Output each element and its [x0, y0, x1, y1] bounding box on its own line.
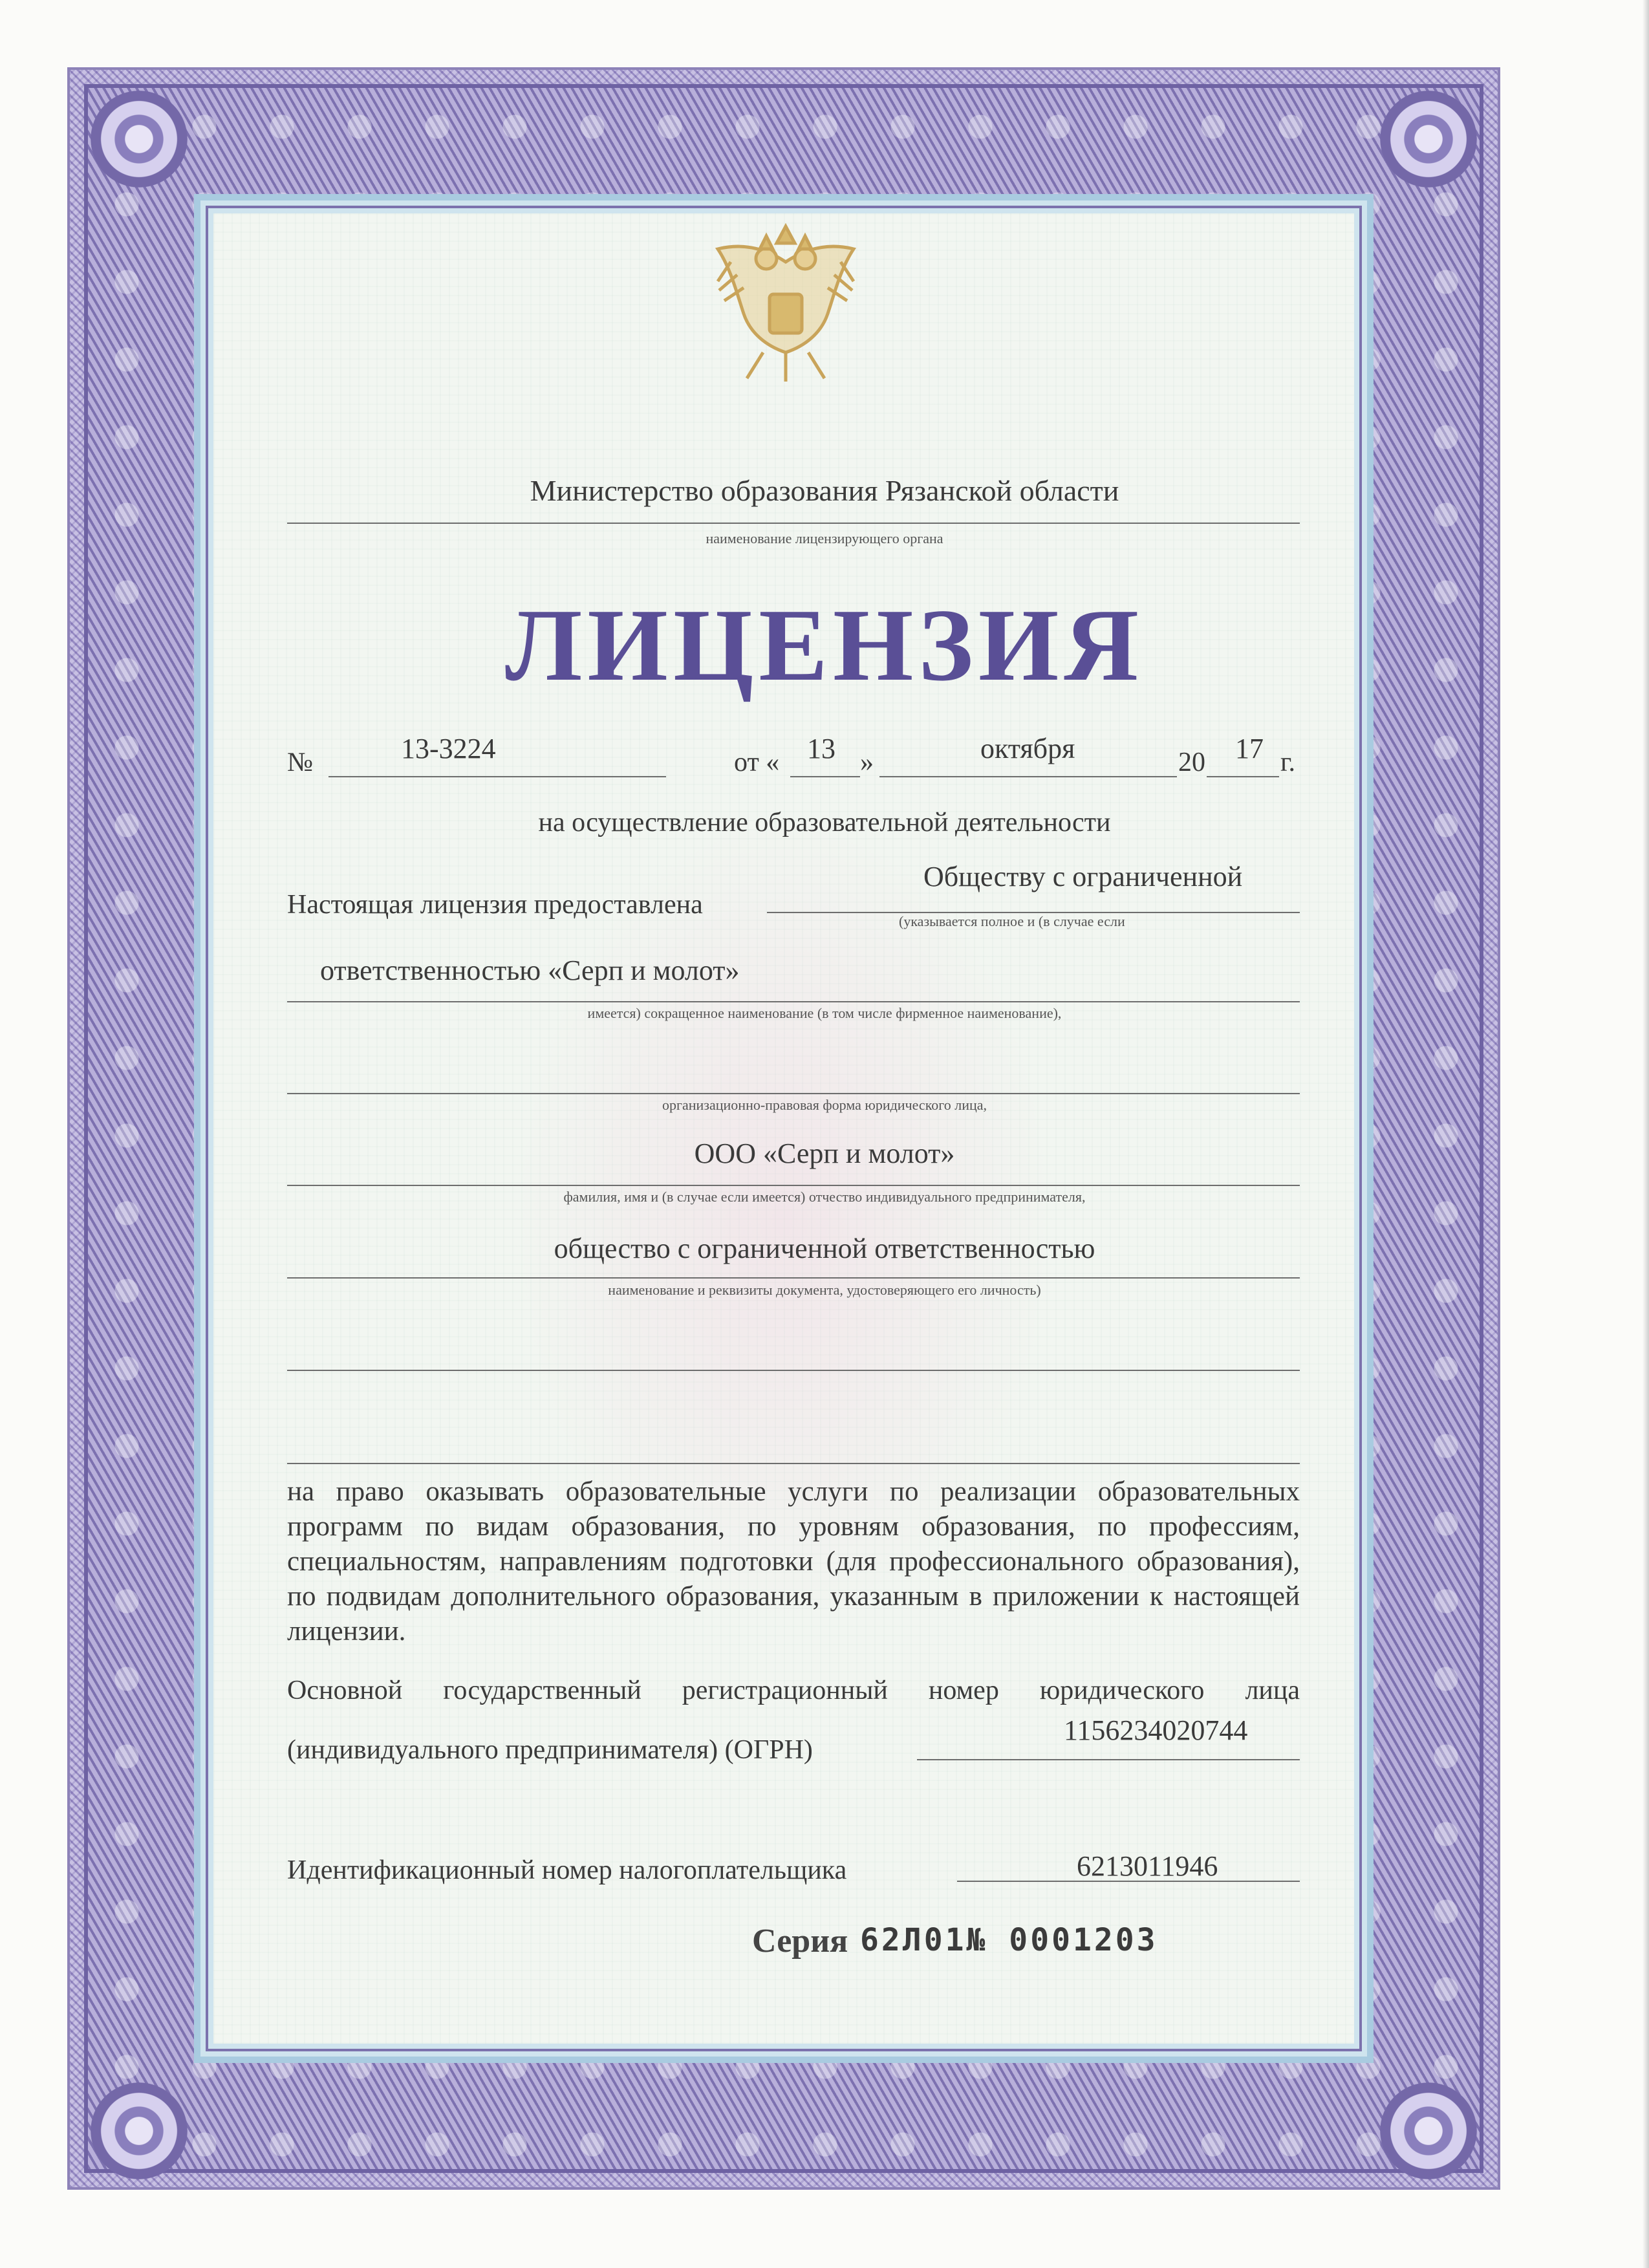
- corner-rosette-icon: [91, 2082, 188, 2179]
- inn-label: Идентификационный номер налогоплательщика: [287, 1855, 847, 1885]
- license-day: 13: [807, 733, 835, 764]
- license-number-prefix: №: [287, 748, 314, 777]
- authority-caption: наименование лицензирующего органа: [706, 530, 943, 546]
- year-underline: [1207, 776, 1279, 777]
- month-underline: [879, 776, 1177, 777]
- scan-edge-shadow: [1643, 0, 1649, 2268]
- granted-underline-3: [287, 1093, 1300, 1094]
- licensee-name-line1: Обществу с ограниченной: [923, 861, 1243, 892]
- corner-rosette-icon: [1380, 2082, 1477, 2179]
- ogrn-label-line1: Основной государственный регистрационный номер юридического лица: [287, 1676, 1300, 1705]
- license-number-underline: [329, 776, 666, 777]
- corner-rosette-icon: [91, 91, 188, 188]
- licensee-short-name: ООО «Серп и молот»: [694, 1138, 955, 1169]
- ogrn-label-line2: (индивидуального предпринимателя) (ОГРН): [287, 1735, 813, 1765]
- granted-caption-1: (указывается полное и (в случае если: [899, 913, 1125, 929]
- series-label: Серия: [752, 1923, 848, 1960]
- authority-underline: [287, 523, 1300, 524]
- granted-caption-3: организационно-правовая форма юридического лица,: [662, 1097, 987, 1113]
- granted-underline-6: [287, 1370, 1300, 1371]
- granted-caption-4: фамилия, имя и (в случае если имеется) отчество индивидуального предпринимателя,: [563, 1189, 1086, 1205]
- license-month: октября: [980, 733, 1075, 764]
- corner-rosette-icon: [1380, 91, 1477, 188]
- granted-caption-5: наименование и реквизиты документа, удостоверяющего его личность): [608, 1282, 1041, 1298]
- document-title: ЛИЦЕНЗИЯ: [505, 587, 1144, 702]
- license-number: 13-3224: [401, 733, 496, 764]
- granted-underline-5: [287, 1277, 1300, 1279]
- year-suffix: г.: [1280, 748, 1295, 777]
- coat-of-arms-icon: [705, 223, 867, 391]
- year-prefix: 20: [1178, 748, 1205, 777]
- series-number: 62Л01№ 0001203: [860, 1922, 1158, 1958]
- activity-type: на осуществление образовательной деятельности: [538, 808, 1111, 837]
- granted-underline-7: [287, 1463, 1300, 1464]
- licensing-authority-name: Министерство образования Рязанской области: [530, 474, 1119, 507]
- granted-caption-2: имеется) сокращенное наименование (в том числе фирменное наименование),: [587, 1005, 1062, 1021]
- date-from-label: от «: [734, 748, 780, 777]
- legal-form: общество с ограниченной ответственностью: [554, 1233, 1095, 1264]
- ogrn-underline: [917, 1759, 1300, 1760]
- granted-underline-2: [287, 1001, 1300, 1002]
- granted-underline-4: [287, 1185, 1300, 1186]
- license-year: 17: [1235, 733, 1264, 764]
- license-rights-paragraph: на право оказывать образовательные услуги по реализации образовательных программ по видам образования, по уровням образования, по профессиям, специальностям, направлениям подготовки (для профессионального образования), по подвидам дополнительного образования, указанным в приложении к настоящей лицензии.: [287, 1476, 1300, 1647]
- granted-label: Настоящая лицензия предоставлена: [287, 890, 703, 920]
- licensee-name-line2: ответственностью «Серп и молот»: [320, 955, 740, 986]
- inn-value: 6213011946: [1077, 1850, 1218, 1882]
- ogrn-value: 1156234020744: [1064, 1714, 1248, 1746]
- date-day-close: »: [860, 748, 874, 777]
- day-underline: [790, 776, 860, 777]
